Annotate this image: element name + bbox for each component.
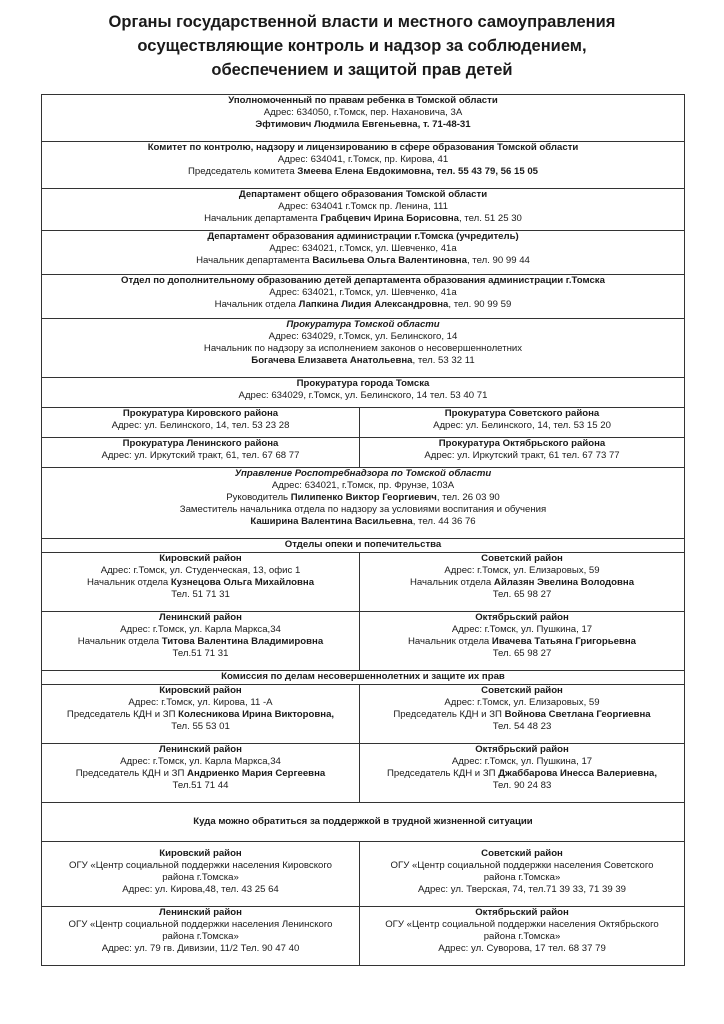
district-cell (42, 612, 360, 671)
dept-extra-cell (42, 275, 685, 319)
district-cell (360, 907, 685, 966)
head-role: Начальник департамента (196, 255, 310, 266)
prosecutor-region-cell (42, 319, 685, 378)
section-header: Комиссия по делам несовершеннолетних и защите их прав (42, 671, 685, 685)
support-row (42, 842, 685, 907)
head-name: Титова Валентина Владимировна (161, 636, 324, 647)
district-cell (360, 612, 685, 671)
deputy-head (44, 516, 682, 528)
head-role: Начальник отдела (77, 636, 160, 647)
org-title: Комитет по контролю, надзору и лицензированию в сфере образования Томской области (147, 142, 579, 153)
dept-general-row (42, 189, 685, 231)
district-name: Октябрьский район (475, 744, 569, 755)
org-address: Адрес: ул. Иркутский тракт, 61, тел. 67 68 77 (101, 450, 300, 461)
district-cell (360, 744, 685, 803)
district-cell (360, 842, 685, 907)
district-address: Адрес: г.Томск, ул. Студенческая, 13, офис 1 (100, 565, 301, 576)
district-phone: Тел.51 71 31 (172, 648, 229, 659)
district-phone: Тел. 90 24 83 (492, 780, 552, 791)
district-phone: Тел. 65 98 27 (492, 589, 552, 600)
district-phone: Тел. 65 98 27 (492, 648, 552, 659)
head-role: Председатель комитета (187, 166, 295, 177)
contacts-table (41, 94, 685, 966)
org-address: Адрес: 634029, г.Томск, ул. Белинского, 14 тел. 53 40 71 (238, 390, 488, 401)
head-name: Лапкина Лидия Александровна (298, 299, 449, 310)
head-role: Председатель КДН и ЗП (75, 768, 185, 779)
support-org: района г.Томска» (162, 931, 239, 942)
org-address: Адрес: 634021, г.Томск, ул. Шевченко, 41а (269, 287, 457, 298)
head-role: Начальник отдела (408, 636, 492, 647)
district-name: Ленинский район (159, 612, 242, 623)
support-org: ОГУ «Центр социальной поддержки населения Кировского (69, 860, 332, 871)
head-role: Председатель КДН и ЗП (393, 709, 502, 720)
district-cell (360, 685, 685, 744)
district-phone: Тел. 55 53 01 (171, 721, 230, 732)
district-cell (42, 907, 360, 966)
head-phone: , тел. 90 99 59 (448, 299, 512, 310)
prosecutor-region-row (42, 319, 685, 378)
head-role: Начальник отдела (214, 299, 296, 310)
org-address: Адрес: 634041 г.Томск пр. Ленина, 111 (278, 201, 448, 212)
org-title: Прокуратура города Томска (296, 378, 430, 389)
org-address: Адрес: ул. Иркутский тракт, 61 тел. 67 73 77 (424, 450, 620, 461)
district-name: Советский район (481, 685, 563, 696)
district-address: Адрес: ул. Суворова, 17 тел. 68 37 79 (438, 943, 606, 954)
org-address: Адрес: ул. Белинского, 14, тел. 53 23 28 (111, 420, 290, 431)
commission-row (42, 744, 685, 803)
prosecutor-district-cell (360, 408, 685, 438)
head-name: Ивачева Татьяна Григорьевна (491, 636, 636, 647)
title-line: Органы государственной власти и местного самоуправления (108, 13, 616, 31)
support-row (42, 907, 685, 966)
head-role: Председатель КДН и ЗП (386, 768, 496, 779)
district-phone: Тел. 54 48 23 (492, 721, 552, 732)
district-name: Октябрьский район (475, 612, 569, 623)
support-org: ОГУ «Центр социальной поддержки населения Октябрьского (385, 919, 659, 930)
district-address: Адрес: ул. Кирова,48, тел. 43 25 64 (122, 884, 279, 895)
org-title: Департамент общего образования Томской области (238, 189, 488, 200)
dept-general-cell (42, 189, 685, 231)
district-address: Адрес: г.Томск, ул. Карла Маркса,34 (120, 624, 281, 635)
district-head (44, 577, 357, 589)
district-cell (360, 553, 685, 612)
district-cell (42, 744, 360, 803)
head-name: Войнова Светлана Георгиевна (504, 709, 651, 720)
org-head (44, 492, 682, 504)
district-head (44, 768, 357, 780)
district-address: Адрес: г.Томск, ул. Елизаровых, 59 (444, 565, 600, 576)
district-phone: Тел.51 71 44 (172, 780, 229, 791)
org-title: Департамент образования администрации г.Томска (учредитель) (207, 231, 519, 242)
committee-cell (42, 142, 685, 189)
head-role: Начальник по надзору за исполнением законов о несовершеннолетних (203, 343, 523, 354)
head-name: Андриенко Мария Сергеевна (187, 768, 326, 779)
support-org: района г.Томска» (483, 872, 561, 883)
org-title: Уполномоченный по правам ребенка в Томской области (228, 95, 498, 106)
district-address: Адрес: г.Томск, ул. Елизаровых, 59 (444, 697, 600, 708)
district-cell (42, 842, 360, 907)
district-phone: Тел. 51 71 31 (171, 589, 230, 600)
district-head (44, 636, 357, 648)
org-title: Прокуратура Октябрьского района (438, 438, 606, 449)
org-title: Прокуратура Советского района (444, 408, 600, 419)
deputy-role: Заместитель начальника отдела по надзору за условиями воспитания и обучения (179, 504, 547, 515)
commission-header-row (42, 671, 685, 685)
support-org: ОГУ «Центр социальной поддержки населения Советского (390, 860, 654, 871)
commission-row (42, 685, 685, 744)
prosecutor-district-cell (360, 438, 685, 468)
district-address: Адрес: ул. 79 гв. Дивизии, 11/2 Тел. 90 47 40 (101, 943, 300, 954)
head-role: Председатель КДН и ЗП (66, 709, 176, 720)
district-address: Адрес: г.Томск, ул. Пушкина, 17 (451, 756, 593, 767)
head-name: Богачева Елизавета Анатольевна (251, 355, 413, 366)
org-address: Адрес: 634050, г.Томск, пер. Нахановича, 3А (263, 107, 463, 118)
head-name: Васильева Ольга Валентиновна (312, 255, 467, 266)
head-name: Колесникова Ирина Викторовна, (178, 709, 335, 720)
page-title (40, 10, 684, 82)
district-head (362, 577, 682, 589)
org-title: Прокуратура Кировского района (122, 408, 279, 419)
ombudsman-row (42, 95, 685, 142)
section-header: Куда можно обратиться за поддержкой в трудной жизненной ситуации (42, 803, 685, 842)
head-phone: , тел. 51 25 30 (458, 213, 522, 224)
ombudsman-cell (42, 95, 685, 142)
committee-row (42, 142, 685, 189)
prosecutor-districts-row (42, 408, 685, 438)
district-head (362, 768, 682, 780)
head-name: Пилипенко Виктор Георгиевич (290, 492, 437, 503)
dept-extra-row (42, 275, 685, 319)
guardianship-row (42, 553, 685, 612)
head-role: Руководитель (226, 492, 289, 503)
org-title: Отдел по дополнительному образованию детей департамента образования администрации г.Томска (121, 275, 605, 286)
prosecutor-district-cell (42, 408, 360, 438)
dept-city-row (42, 231, 685, 275)
org-head (44, 355, 682, 367)
district-cell (42, 553, 360, 612)
section-header: Отделы опеки и попечительства (42, 539, 685, 553)
district-name: Советский район (481, 553, 563, 564)
district-name: Кировский район (159, 553, 242, 564)
deputy-name: Каширина Валентина Васильевна (250, 516, 413, 527)
org-title: Прокуратура Томской области (286, 319, 440, 330)
district-head (362, 709, 682, 721)
rospotrebnadzor-row (42, 468, 685, 539)
head-name: Грабцевич Ирина Борисовна (320, 213, 459, 224)
support-org: района г.Томска» (162, 872, 239, 883)
support-org: района г.Томска» (483, 931, 561, 942)
dept-city-cell (42, 231, 685, 275)
district-name: Кировский район (159, 685, 242, 696)
district-address: Адрес: ул. Тверская, 74, тел.71 39 33, 71 39 39 (417, 884, 627, 895)
district-name: Советский район (481, 848, 563, 859)
district-name: Кировский район (159, 848, 242, 859)
district-address: Адрес: г.Томск, ул. Карла Маркса,34 (120, 756, 281, 767)
deputy-phone: , тел. 44 36 76 (412, 516, 476, 527)
district-head (44, 709, 357, 721)
head-name: Джаббарова Инесса Валериевна, (498, 768, 658, 779)
support-header-row (42, 803, 685, 842)
head-role: Начальник отдела (409, 577, 492, 588)
head-name: Айлазян Эвелина Володовна (493, 577, 635, 588)
district-address: Адрес: г.Томск, ул. Кирова, 11 -А (128, 697, 273, 708)
org-address: Адрес: 634041, г.Томск, пр. Кирова, 41 (277, 154, 449, 165)
rospotrebnadzor-cell (42, 468, 685, 539)
guardianship-header-row (42, 539, 685, 553)
district-cell (42, 685, 360, 744)
district-name: Октябрьский район (475, 907, 569, 918)
org-address: Адрес: 634021, г.Томск, пр. Фрунзе, 103А (271, 480, 455, 491)
head-role: Начальник отдела (86, 577, 169, 588)
support-org: ОГУ «Центр социальной поддержки населения Ленинского (68, 919, 333, 930)
head-role: Начальник департамента (204, 213, 318, 224)
head-name: Змеева Елена Евдокимовна (297, 166, 432, 177)
district-address: Адрес: г.Томск, ул. Пушкина, 17 (451, 624, 593, 635)
head-phone: , тел. 90 99 44 (466, 255, 530, 266)
head-phone: , тел. 26 03 90 (436, 492, 500, 503)
org-head (44, 255, 682, 267)
org-address: Адрес: 634021, г.Томск, ул. Шевченко, 41а (269, 243, 457, 254)
prosecutor-city-cell (42, 378, 685, 408)
org-title: Прокуратура Ленинского района (122, 438, 279, 449)
title-line: обеспечением и защитой прав детей (211, 61, 513, 79)
org-title: Управление Роспотребнадзора по Томской области (234, 468, 492, 479)
head-phone: , тел. 55 43 79, 56 15 05 (431, 166, 539, 177)
prosecutor-city-row (42, 378, 685, 408)
org-head (44, 166, 682, 178)
district-name: Ленинский район (159, 744, 242, 755)
district-name: Ленинский район (159, 907, 242, 918)
head-phone: , тел. 53 32 11 (412, 355, 475, 366)
org-address: Адрес: 634029, г.Томск, ул. Белинского, 14 (268, 331, 458, 342)
org-address: Адрес: ул. Белинского, 14, тел. 53 15 20 (433, 420, 611, 431)
org-head: Эфтимович Людмила Евгеньевна, т. 71-48-31 (255, 119, 471, 130)
head-name: Кузнецова Ольга Михайловна (170, 577, 315, 588)
prosecutor-districts-row (42, 438, 685, 468)
guardianship-row (42, 612, 685, 671)
org-head (44, 213, 682, 225)
title-line: осуществляющие контроль и надзор за соблюдением, (137, 37, 587, 55)
district-head (362, 636, 682, 648)
org-head (44, 299, 682, 311)
prosecutor-district-cell (42, 438, 360, 468)
